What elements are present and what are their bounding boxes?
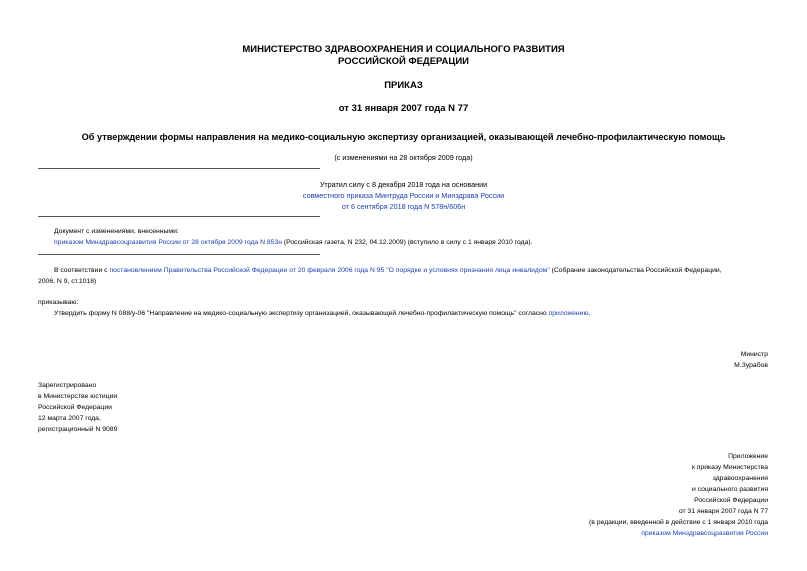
appendix-line: и социального развития: [691, 486, 768, 493]
order-word: приказываю:: [38, 299, 79, 306]
repeal-link-2[interactable]: от 6 сентября 2018 года N 578н/606н: [341, 202, 466, 211]
changes-tail: (Российская газета, N 232, 04.12.2009) (вступило в силу с 1 января 2010 года).: [282, 239, 533, 246]
appendix-line: к приказу Министерства: [691, 464, 768, 471]
paragraph-1: [54, 265, 722, 276]
document-title: Об утверждении формы направления на медико-социальную экспертизу организацией, оказывающей лечебно-профилактическую помощь: [81, 132, 726, 142]
repeal-link-1[interactable]: совместного приказа Минтруда России и Минздрава России: [302, 191, 505, 200]
signature-position: Министр: [740, 351, 768, 358]
ministry-line-2: РОССИЙСКОЙ ФЕДЕРАЦИИ: [337, 56, 469, 67]
divider: [38, 254, 320, 255]
paragraph-2: [54, 308, 590, 319]
registration-line: 12 марта 2007 года,: [38, 415, 101, 422]
paragraph-1-line-2: 2006, N 9, ст.1018): [38, 278, 97, 285]
document-date: от 31 января 2007 года N 77: [338, 103, 469, 114]
divider: [38, 168, 320, 169]
registration-line: Российской Федерации: [38, 404, 112, 411]
ministry-line-1: МИНИСТЕРСТВО ЗДРАВООХРАНЕНИЯ И СОЦИАЛЬНОГО РАЗВИТИЯ: [242, 44, 565, 55]
appendix-order-link[interactable]: приказом Минздравсоцразвития России: [641, 530, 768, 537]
changes-link[interactable]: приказом Минздравсоцразвития России от 28 октября 2009 года N 853н: [54, 239, 282, 246]
p2-end: .: [588, 310, 591, 317]
appendix-line: здравоохранения: [712, 475, 768, 482]
changes-line: [54, 237, 533, 248]
resolution-link[interactable]: постановлением Правительства Российской Федерации от 20 февраля 2006 года N 95 "О порядке и условиях признания лица инвалидом": [109, 267, 550, 274]
appendix-line: Приложение: [728, 453, 768, 460]
signature-name: М.Зурабов: [734, 362, 768, 369]
changes-intro: Документ с изменениями, внесенными:: [54, 228, 179, 235]
registration-line: в Министерстве юстиции: [38, 393, 118, 400]
divider: [38, 216, 320, 217]
registration-line: регистрационный N 9089: [38, 426, 118, 433]
p2-start: Утвердить форму N 088/у-06 "Направление на медико-социальную экспертизу организацией, оказывающей лечебно-профилактическую помощь" согласно: [54, 310, 549, 317]
document-type: ПРИКАЗ: [384, 80, 423, 91]
amendments-note: (с изменениями на 28 октября 2009 года): [334, 153, 473, 162]
registration-block: [38, 380, 117, 435]
p1-end: (Собрание законодательства Российской Федерации,: [549, 267, 722, 274]
appendix-block: [480, 451, 768, 539]
appendix-link[interactable]: приложению: [548, 310, 589, 317]
appendix-line: (в редакции, введенной в действие с 1 января 2010 года: [589, 519, 768, 526]
appendix-line: от 31 января 2007 года N 77: [678, 508, 768, 515]
appendix-line: Российской Федерации: [694, 497, 768, 504]
p1-start: В соответствии с: [54, 267, 110, 274]
repeal-text: Утратил силу с 8 декабря 2018 года на основании: [319, 180, 488, 189]
registration-line: Зарегистрировано: [38, 382, 97, 389]
